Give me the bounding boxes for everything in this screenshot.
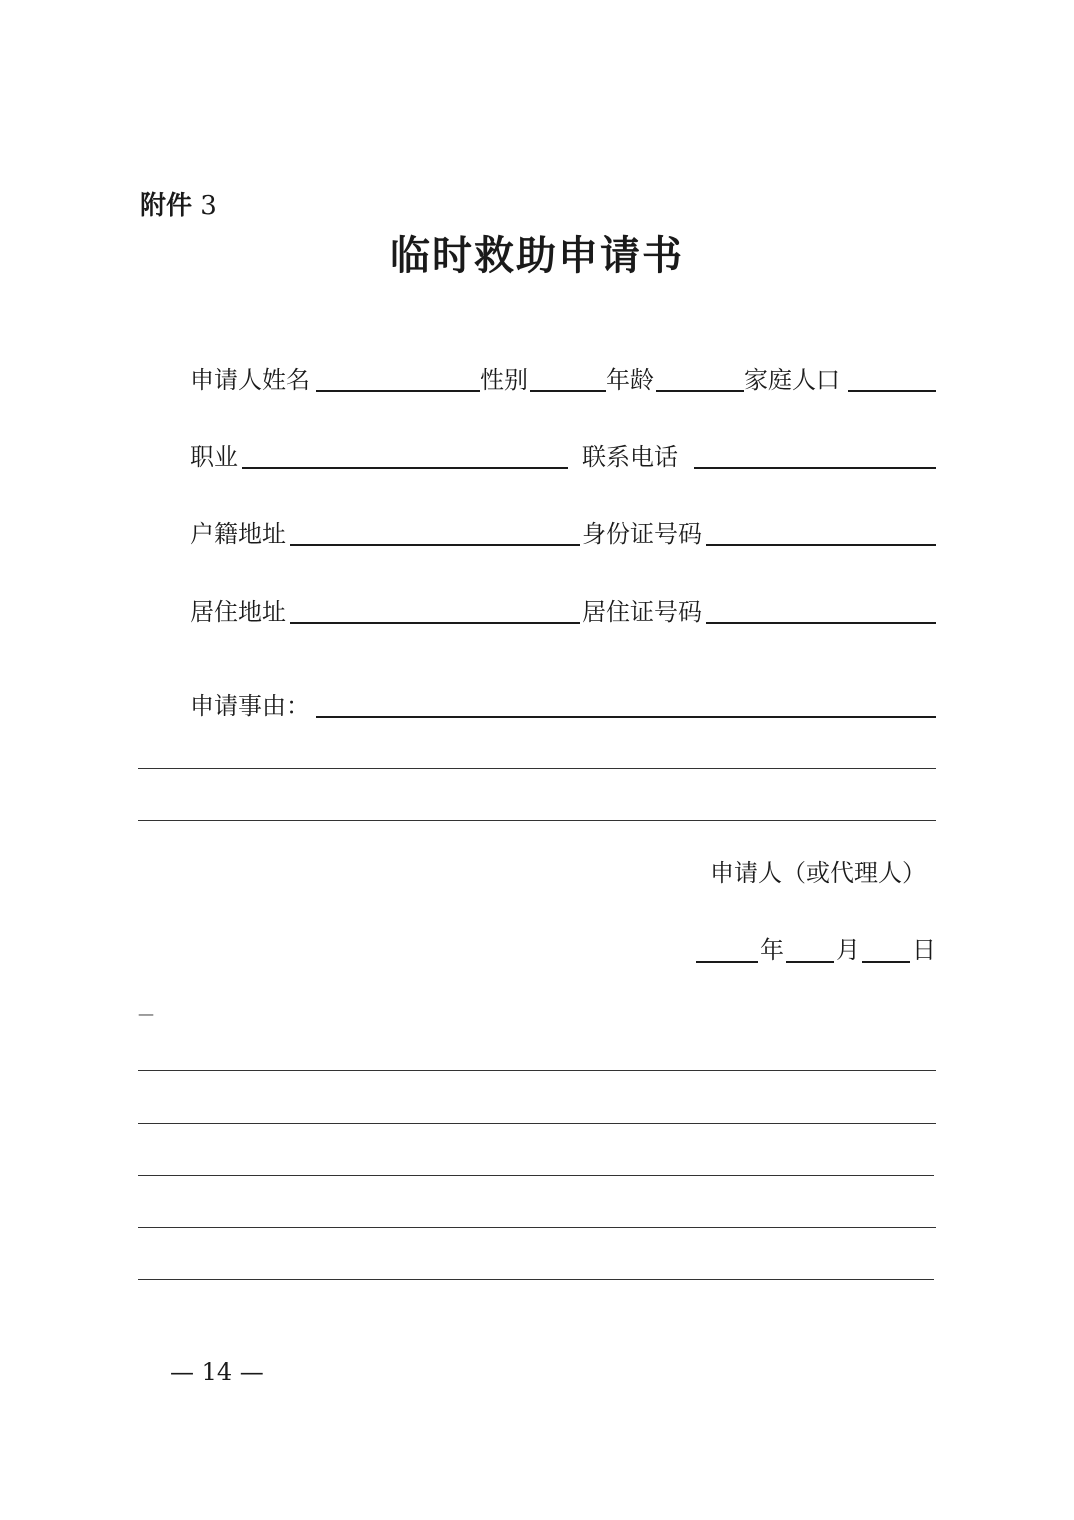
year-label: 年: [760, 936, 784, 964]
attachment-label: 附件: [140, 191, 193, 221]
day-field[interactable]: [862, 961, 910, 963]
hukou-address-field[interactable]: [290, 544, 580, 546]
blank-line[interactable]: [138, 1279, 934, 1280]
day-label: 日: [912, 936, 936, 964]
reason-field[interactable]: [316, 716, 936, 718]
reason-line[interactable]: [138, 820, 936, 821]
month-label: 月: [836, 936, 860, 964]
age-label: 年龄: [606, 366, 654, 394]
blank-line[interactable]: [138, 1070, 936, 1071]
residence-permit-field[interactable]: [706, 622, 936, 624]
gender-label: 性别: [480, 366, 528, 394]
residence-address-label: 居住地址: [190, 598, 286, 626]
occupation-field[interactable]: [242, 467, 568, 469]
residence-address-field[interactable]: [290, 622, 580, 624]
reason-label: 申请事由：: [190, 692, 310, 720]
occupation-label: 职业: [190, 443, 238, 471]
phone-field[interactable]: [694, 467, 936, 469]
id-number-label: 身份证号码: [582, 520, 702, 548]
gender-field[interactable]: [530, 390, 606, 392]
household-field[interactable]: [848, 390, 936, 392]
name-field[interactable]: [316, 390, 480, 392]
household-label: 家庭人口: [744, 366, 840, 394]
applicant-signature-label: 申请人（或代理人）: [710, 859, 926, 887]
phone-label: 联系电话: [582, 443, 678, 471]
blank-line[interactable]: [138, 1175, 934, 1176]
year-field[interactable]: [696, 961, 758, 963]
page-number: — 14 —: [170, 1358, 264, 1386]
id-number-field[interactable]: [706, 544, 936, 546]
name-label: 申请人姓名: [190, 366, 310, 394]
residence-permit-label: 居住证号码: [582, 598, 702, 626]
blank-line[interactable]: [138, 1227, 936, 1228]
stray-mark: —: [138, 1004, 154, 1023]
age-field[interactable]: [656, 390, 744, 392]
month-field[interactable]: [786, 961, 834, 963]
attachment-number: 3: [200, 191, 217, 221]
blank-line[interactable]: [138, 1123, 936, 1124]
attachment-header: [140, 188, 217, 224]
page-title: 临时救助申请书: [390, 233, 684, 279]
reason-line[interactable]: [138, 768, 936, 769]
hukou-address-label: 户籍地址: [190, 520, 286, 548]
